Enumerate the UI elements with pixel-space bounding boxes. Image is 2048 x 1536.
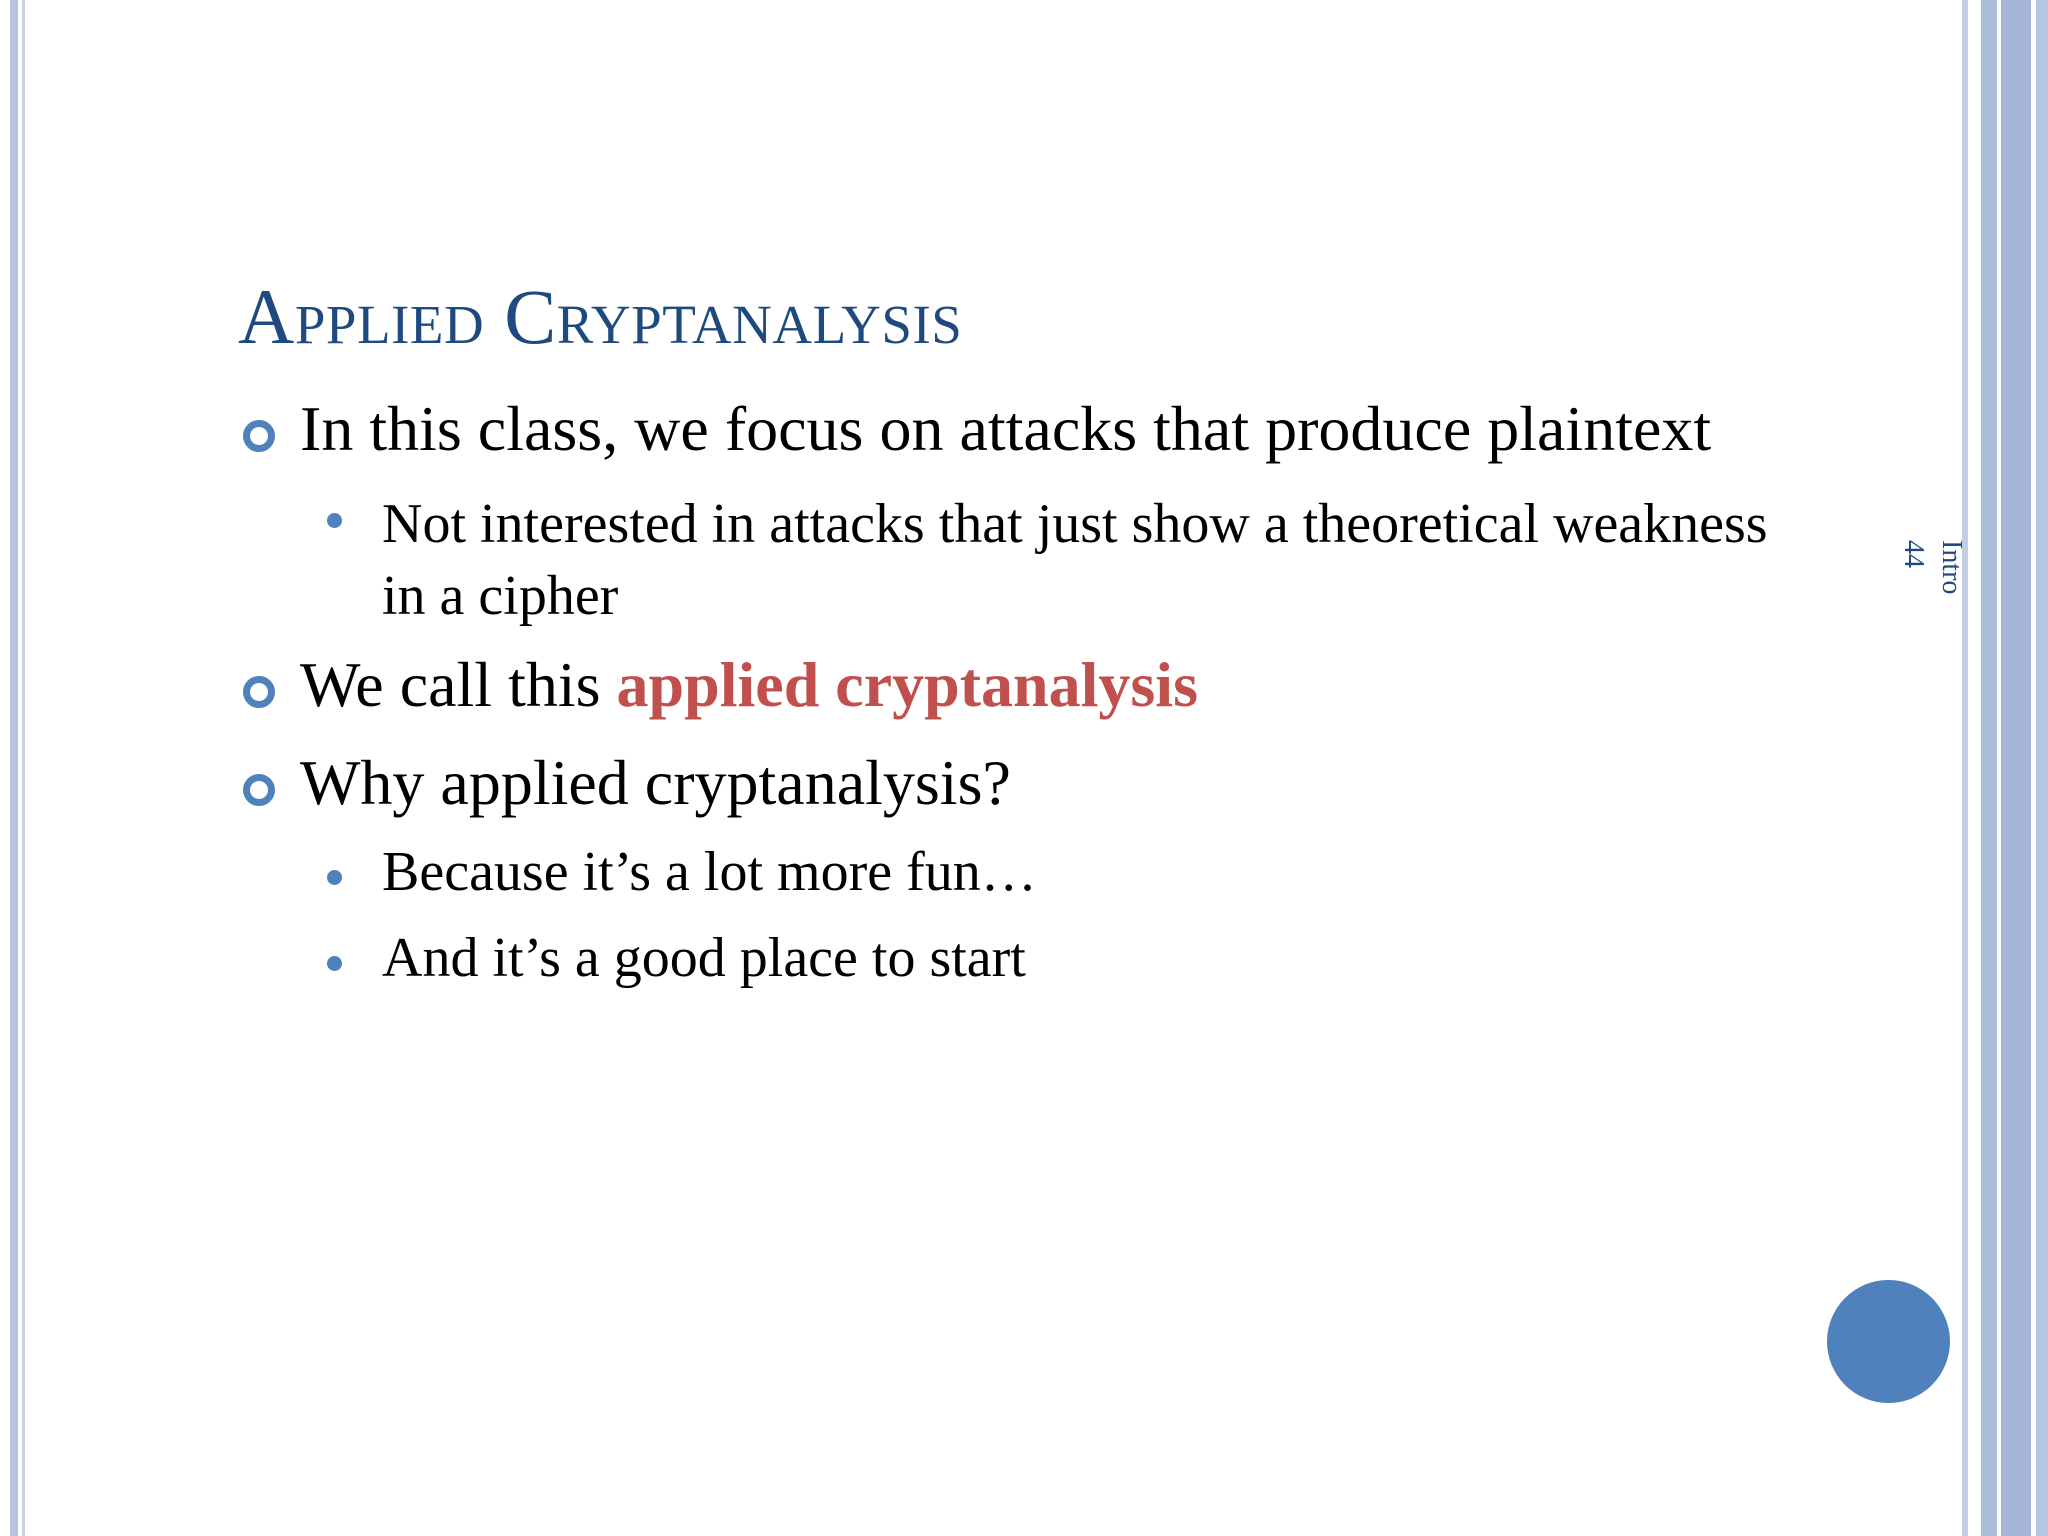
- slide-title: Applied Cryptanalysis: [238, 273, 963, 360]
- bullet-level2: [382, 488, 1768, 632]
- bullet-text: We call this: [300, 649, 617, 720]
- ring-bullet-icon: [243, 420, 275, 452]
- dot-bullet-icon: [327, 870, 342, 885]
- slide-number-label: [1883, 540, 1967, 620]
- bullet-line: Not interested in attacks that just show a theoretical weakness: [382, 493, 1768, 555]
- dot-bullet-icon: [327, 956, 342, 971]
- bullet-line: in a cipher: [382, 565, 619, 627]
- dot-bullet-icon: [327, 513, 342, 528]
- right-border-strip: [1962, 0, 1968, 1536]
- section-label: Intro: [1936, 540, 1967, 595]
- ring-bullet-icon: [243, 676, 275, 708]
- highlighted-term: applied cryptanalysis: [616, 649, 1198, 720]
- bullet-level1: Why applied cryptanalysis?: [300, 747, 1011, 818]
- left-border: [10, 0, 18, 1536]
- right-border-strip: [2001, 0, 2031, 1536]
- right-border-strip: [1981, 0, 1997, 1536]
- bullet-level1: In this class, we focus on attacks that produce plaintext: [300, 393, 1712, 464]
- ring-bullet-icon: [243, 774, 275, 806]
- left-border-thin: [22, 0, 25, 1536]
- bullet-level1: [300, 648, 1198, 722]
- page-number: 44: [1898, 540, 1929, 568]
- bullet-level2: And it’s a good place to start: [382, 927, 1026, 989]
- decorative-circle: [1827, 1280, 1950, 1403]
- bullet-level2: Because it’s a lot more fun…: [382, 841, 1037, 903]
- right-border-strip: [2036, 0, 2048, 1536]
